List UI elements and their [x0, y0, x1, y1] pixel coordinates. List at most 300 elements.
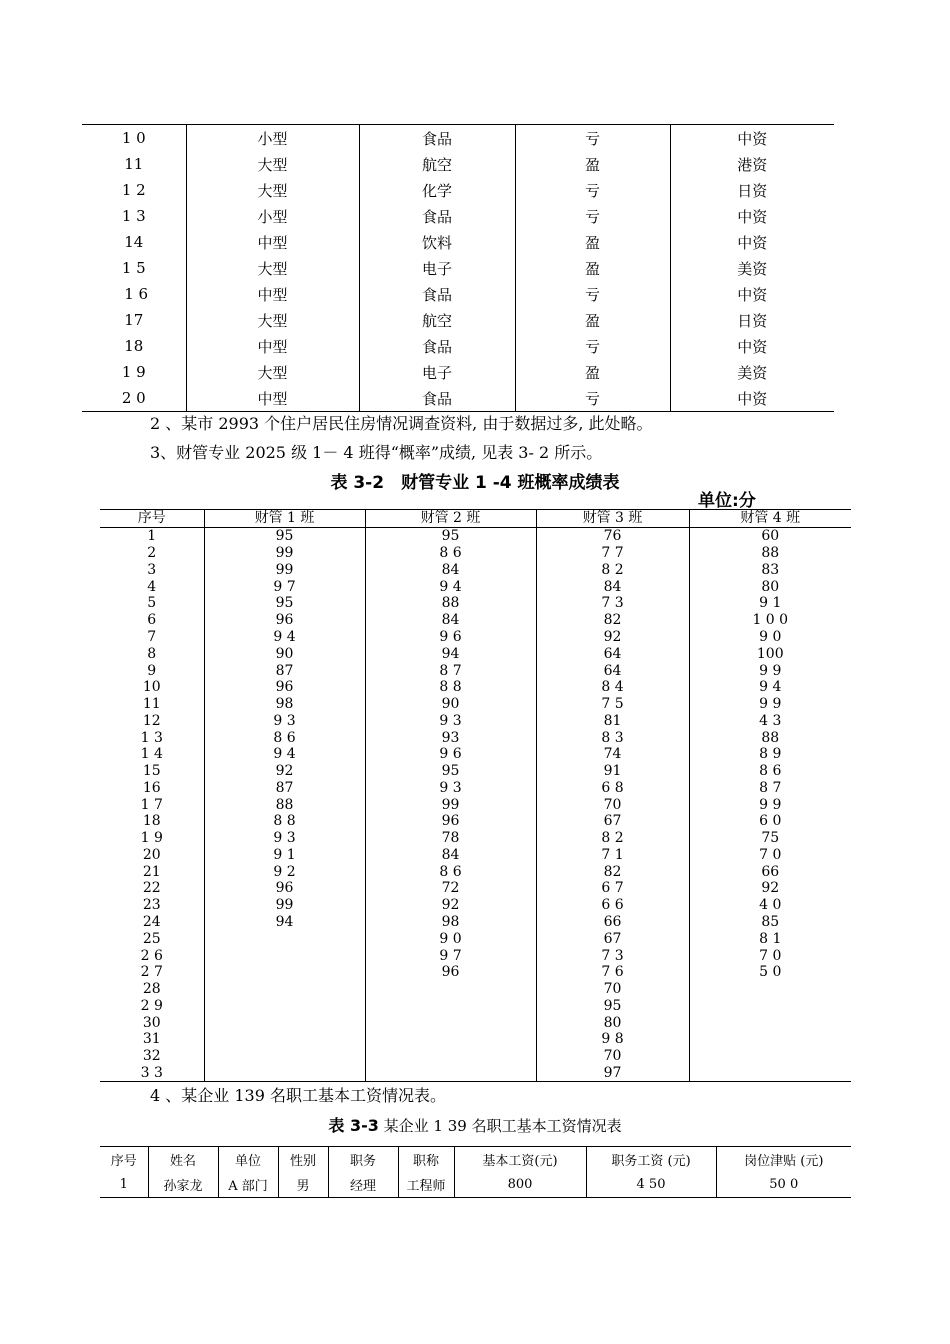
table-cell	[204, 964, 365, 981]
table-cell: 大型	[186, 255, 359, 281]
table-cell: 6	[147, 612, 157, 629]
table-row	[100, 796, 851, 813]
table-cell: 9 9	[689, 696, 851, 713]
table-cell: 中型	[186, 229, 359, 255]
table-cell: 4 0	[689, 897, 851, 914]
table-cell: 80	[689, 578, 851, 595]
table-row	[100, 779, 851, 796]
table-cell: 1 2	[121, 181, 146, 199]
table-cell	[204, 1048, 365, 1065]
table-cell: 60	[689, 528, 851, 545]
table-row	[100, 830, 851, 847]
table-cell: 9	[147, 662, 157, 679]
table-cell: 2	[147, 545, 157, 562]
table-cell: 饮料	[359, 229, 515, 255]
table-cell: 81	[536, 712, 689, 729]
table-cell: 22	[142, 880, 161, 897]
column-header: 职务工资 (元)	[586, 1147, 716, 1173]
table-row	[100, 662, 851, 679]
table-cell: 3 3	[140, 1064, 163, 1081]
table-cell	[204, 1065, 365, 1082]
table-cell: 88	[365, 595, 536, 612]
table-cell: 1	[119, 1177, 128, 1192]
table-cell: 中资	[670, 203, 834, 229]
table-cell: 96	[365, 813, 536, 830]
table-row	[100, 813, 851, 830]
table-cell: 95	[204, 528, 365, 545]
table-cell	[204, 947, 365, 964]
table-cell: 航空	[359, 307, 515, 333]
table-cell: 8 9	[689, 746, 851, 763]
table-cell: 电子	[359, 255, 515, 281]
table-cell: A 部门	[218, 1172, 278, 1198]
table-cell: 孙家龙	[148, 1172, 218, 1198]
table-cell: 84	[536, 578, 689, 595]
table-cell: 16	[142, 779, 161, 796]
table-row	[100, 612, 851, 629]
table-cell: 99	[365, 796, 536, 813]
table-3-2-unit: 单位:分	[698, 491, 756, 511]
table-cell: 94	[365, 645, 536, 662]
table-cell: 8 6	[689, 763, 851, 780]
table-cell: 74	[536, 746, 689, 763]
table-cell: 食品	[359, 125, 515, 152]
table-cell	[204, 981, 365, 998]
table-cell: 800	[454, 1172, 586, 1198]
table-cell: 7 6	[536, 964, 689, 981]
table-row	[82, 151, 834, 177]
table-cell: 8 1	[689, 930, 851, 947]
table-cell: 盈	[515, 359, 670, 385]
table-cell: 7 1	[536, 847, 689, 864]
table-cell: 美资	[670, 359, 834, 385]
table-cell: 30	[142, 1014, 161, 1031]
table-cell	[365, 1065, 536, 1082]
table-row	[82, 281, 834, 307]
table-cell: 亏	[515, 125, 670, 152]
table-cell: 87	[204, 779, 365, 796]
table-cell: 67	[536, 813, 689, 830]
table-row	[100, 578, 851, 595]
table-cell: 1 0 0	[689, 612, 851, 629]
table-cell: 7 0	[689, 947, 851, 964]
table-cell: 2 0	[121, 389, 146, 407]
table-row	[100, 914, 851, 931]
table-cell: 9 7	[204, 578, 365, 595]
table-cell: 航空	[359, 151, 515, 177]
table-row	[82, 177, 834, 203]
paragraph-item-3: 3、财管专业 2025 级 1－ 4 班得“概率”成绩, 见表 3- 2 所示。	[150, 443, 603, 462]
table-cell: 7 0	[689, 847, 851, 864]
table-cell: 9 1	[204, 847, 365, 864]
table-cell: 大型	[186, 151, 359, 177]
table-cell: 8 2	[536, 830, 689, 847]
table-cell: 1 3	[121, 207, 146, 225]
table-cell	[204, 1014, 365, 1031]
table-cell: 100	[689, 645, 851, 662]
table-cell: 2 9	[140, 997, 163, 1014]
table-cell: 9 4	[365, 578, 536, 595]
table-row	[82, 203, 834, 229]
table-cell: 99	[204, 897, 365, 914]
table-cell: 9 2	[204, 863, 365, 880]
table-row	[82, 333, 834, 359]
table-cell: 99	[204, 562, 365, 579]
paragraph-item-2: 2 、某市 2993 个住户居民住房情况调查资料, 由于数据过多, 此处略。	[150, 414, 653, 433]
table-cell: 9 3	[204, 712, 365, 729]
table-cell: 96	[204, 880, 365, 897]
table-row	[100, 712, 851, 729]
table-cell: 78	[365, 830, 536, 847]
table-cell: 17	[124, 311, 144, 329]
table-cell: 盈	[515, 229, 670, 255]
table-cell: 7 7	[536, 545, 689, 562]
table-3-3-caption-text: 某企业 1 39 名职工基本工资情况表	[383, 1117, 622, 1135]
table-cell: 亏	[515, 177, 670, 203]
table-cell: 电子	[359, 359, 515, 385]
table-cell: 1 7	[140, 796, 163, 813]
table-cell: 8 7	[365, 662, 536, 679]
table-cell: 92	[689, 880, 851, 897]
table-cell: 8 6	[365, 863, 536, 880]
table-cell: 70	[536, 1048, 689, 1065]
table-row	[100, 562, 851, 579]
column-header: 职务	[328, 1147, 398, 1173]
table-cell: 7	[147, 628, 157, 645]
column-header: 姓名	[148, 1147, 218, 1173]
table-cell: 1 5	[121, 259, 146, 277]
table-cell: 85	[689, 914, 851, 931]
table-cell: 8	[147, 645, 157, 662]
table-cell: 88	[204, 796, 365, 813]
table-row	[82, 385, 834, 412]
table-cell: 9 9	[689, 662, 851, 679]
table-row	[82, 125, 834, 152]
column-header: 序号	[110, 1154, 137, 1169]
table-cell: 食品	[359, 203, 515, 229]
table-cell: 中型	[186, 281, 359, 307]
table-row	[100, 696, 851, 713]
table-cell: 66	[536, 914, 689, 931]
table-cell: 小型	[186, 203, 359, 229]
table-cell: 31	[142, 1031, 161, 1048]
table-cell: 84	[365, 612, 536, 629]
table-row	[100, 1048, 851, 1065]
table-cell: 80	[536, 1014, 689, 1031]
table-cell: 92	[204, 763, 365, 780]
table-cell: 5	[147, 595, 157, 612]
table-cell: 中资	[670, 281, 834, 307]
table-cell: 1 6	[119, 285, 149, 303]
table-cell: 中型	[186, 333, 359, 359]
table-cell: 盈	[515, 307, 670, 333]
table-cell: 7 3	[536, 947, 689, 964]
table-row	[100, 847, 851, 864]
table-cell: 2 7	[140, 964, 163, 981]
table-cell: 8 6	[365, 545, 536, 562]
salary-table-body	[100, 1147, 851, 1198]
paragraph-item-4: 4 、某企业 139 名职工基本工资情况表。	[150, 1086, 446, 1105]
table-cell: 21	[142, 863, 161, 880]
table-header-row	[100, 1147, 851, 1173]
table-cell: 中资	[670, 125, 834, 152]
enterprise-table-body	[82, 125, 834, 412]
table-cell: 75	[689, 830, 851, 847]
table-cell	[689, 1014, 851, 1031]
table-cell	[365, 1031, 536, 1048]
table-cell: 8 4	[536, 679, 689, 696]
table-cell: 64	[536, 662, 689, 679]
column-header: 财管 3 班	[536, 510, 689, 528]
table-cell: 食品	[359, 333, 515, 359]
table-cell: 中型	[186, 385, 359, 412]
table-cell: 66	[689, 863, 851, 880]
enterprise-table	[82, 124, 834, 412]
table-cell: 76	[536, 528, 689, 545]
table-cell: 9 3	[365, 712, 536, 729]
table-cell	[365, 1014, 536, 1031]
table-cell: 64	[536, 645, 689, 662]
table-cell: 8 2	[536, 562, 689, 579]
table-cell: 1 9	[121, 363, 146, 381]
table-cell: 4 3	[689, 712, 851, 729]
table-cell: 15	[142, 763, 161, 780]
table-cell: 8 8	[204, 813, 365, 830]
table-cell: 1	[147, 528, 157, 545]
table-cell: 美资	[670, 255, 834, 281]
table-row	[100, 981, 851, 998]
table-row	[100, 1031, 851, 1048]
table-cell: 95	[365, 763, 536, 780]
table-cell: 日资	[670, 307, 834, 333]
table-cell: 4	[147, 578, 157, 595]
table-cell	[365, 997, 536, 1014]
table-row	[100, 763, 851, 780]
table-cell: 大型	[186, 177, 359, 203]
table-cell: 盈	[515, 255, 670, 281]
table-cell: 18	[124, 337, 144, 355]
table-cell: 9 4	[204, 629, 365, 646]
table-cell: 70	[536, 796, 689, 813]
table-cell: 14	[124, 233, 144, 251]
table-3-2-caption: 表 3-2 财管专业 1 -4 班概率成绩表	[330, 473, 620, 493]
table-row	[100, 964, 851, 981]
table-row	[100, 947, 851, 964]
table-cell: 18	[142, 813, 161, 830]
table-cell: 8 3	[536, 729, 689, 746]
table-row	[100, 1065, 851, 1082]
table-cell: 11	[142, 696, 161, 713]
table-cell: 70	[536, 981, 689, 998]
table-cell: 82	[536, 612, 689, 629]
table-cell	[204, 997, 365, 1014]
table-cell: 11	[124, 155, 144, 173]
table-cell: 72	[365, 880, 536, 897]
table-row	[100, 1172, 851, 1198]
table-cell: 88	[689, 545, 851, 562]
table-cell: 亏	[515, 203, 670, 229]
table-cell: 1 0	[121, 129, 146, 147]
table-3-3-caption	[0, 1113, 950, 1136]
score-table	[100, 509, 851, 1082]
table-cell: 10	[142, 679, 161, 696]
column-header: 基本工资(元)	[454, 1147, 586, 1173]
table-cell: 亏	[515, 281, 670, 307]
table-cell: 28	[142, 981, 161, 998]
table-cell: 90	[365, 696, 536, 713]
table-row	[100, 930, 851, 947]
table-cell: 大型	[186, 307, 359, 333]
table-cell: 9 4	[204, 746, 365, 763]
table-cell: 1 3	[140, 729, 163, 746]
table-cell: 8 6	[204, 729, 365, 746]
table-cell: 96	[204, 679, 365, 696]
table-cell: 6 6	[536, 897, 689, 914]
table-row	[100, 528, 851, 545]
table-cell	[365, 981, 536, 998]
table-cell: 95	[204, 595, 365, 612]
table-cell: 9 3	[204, 830, 365, 847]
table-cell: 9 3	[365, 779, 536, 796]
table-row	[100, 729, 851, 746]
column-header: 单位	[218, 1147, 278, 1173]
table-cell: 3	[147, 561, 157, 578]
table-cell	[689, 997, 851, 1014]
table-cell: 7 5	[536, 696, 689, 713]
table-cell: 盈	[515, 151, 670, 177]
table-cell: 24	[142, 913, 161, 930]
table-cell: 食品	[359, 281, 515, 307]
table-row	[100, 997, 851, 1014]
table-cell: 9 6	[365, 629, 536, 646]
table-cell	[689, 981, 851, 998]
table-row	[100, 1014, 851, 1031]
table-cell: 9 0	[689, 629, 851, 646]
table-row	[100, 897, 851, 914]
table-cell: 食品	[359, 385, 515, 412]
table-row	[82, 229, 834, 255]
table-cell: 9 4	[689, 679, 851, 696]
table-cell: 小型	[186, 125, 359, 152]
table-cell	[204, 1031, 365, 1048]
table-cell: 95	[536, 997, 689, 1014]
table-cell: 工程师	[398, 1172, 454, 1198]
table-cell: 港资	[670, 151, 834, 177]
table-cell: 91	[536, 763, 689, 780]
table-cell: 20	[142, 846, 161, 863]
table-cell: 9 6	[365, 746, 536, 763]
table-cell	[365, 1048, 536, 1065]
table-cell: 中资	[670, 333, 834, 359]
score-table-body	[100, 528, 851, 1082]
table-cell: 日资	[670, 177, 834, 203]
table-row	[82, 307, 834, 333]
table-cell: 化学	[359, 177, 515, 203]
table-cell: 5 0	[689, 964, 851, 981]
table-cell: 92	[365, 897, 536, 914]
table-cell: 1 9	[140, 830, 163, 847]
column-header: 职称	[398, 1147, 454, 1173]
table-cell: 中资	[670, 229, 834, 255]
table-cell: 9 9	[689, 796, 851, 813]
table-cell: 95	[365, 528, 536, 545]
table-cell: 94	[204, 914, 365, 931]
score-table-header-row	[100, 510, 851, 528]
table-cell: 亏	[515, 385, 670, 412]
table-cell: 87	[204, 662, 365, 679]
table-cell: 4 50	[586, 1172, 716, 1198]
table-row	[100, 595, 851, 612]
table-cell	[204, 930, 365, 947]
table-row	[100, 863, 851, 880]
table-cell: 84	[365, 847, 536, 864]
table-cell: 98	[365, 914, 536, 931]
table-cell: 9 7	[365, 947, 536, 964]
table-cell: 8 7	[689, 779, 851, 796]
column-header: 财管 4 班	[689, 510, 851, 528]
table-cell: 6 7	[536, 880, 689, 897]
table-row	[82, 255, 834, 281]
table-cell: 12	[142, 712, 161, 729]
table-cell: 9 8	[536, 1031, 689, 1048]
table-cell: 50 0	[716, 1172, 851, 1198]
table-row	[82, 359, 834, 385]
table-3-3-caption-label: 表 3-3	[328, 1116, 379, 1135]
table-cell: 6 8	[536, 779, 689, 796]
table-cell: 82	[536, 863, 689, 880]
table-cell: 大型	[186, 359, 359, 385]
table-cell: 2 6	[140, 947, 163, 964]
table-cell: 中资	[670, 385, 834, 412]
table-row	[100, 629, 851, 646]
table-cell: 32	[142, 1048, 161, 1065]
table-cell: 8 8	[365, 679, 536, 696]
table-cell: 25	[142, 930, 161, 947]
table-cell: 7 3	[536, 595, 689, 612]
table-cell	[689, 1031, 851, 1048]
table-cell: 88	[689, 729, 851, 746]
table-cell: 96	[365, 964, 536, 981]
table-cell: 93	[365, 729, 536, 746]
table-cell: 9 0	[365, 930, 536, 947]
table-cell: 6 0	[689, 813, 851, 830]
table-cell: 9 1	[689, 595, 851, 612]
table-cell: 84	[365, 562, 536, 579]
table-row	[100, 746, 851, 763]
table-row	[100, 679, 851, 696]
salary-table	[100, 1146, 851, 1198]
table-cell: 96	[204, 612, 365, 629]
table-cell	[689, 1048, 851, 1065]
table-cell: 亏	[515, 333, 670, 359]
table-cell: 男	[278, 1172, 328, 1198]
table-cell	[689, 1065, 851, 1082]
table-cell: 83	[689, 562, 851, 579]
table-cell: 90	[204, 645, 365, 662]
table-cell: 98	[204, 696, 365, 713]
table-cell: 97	[536, 1065, 689, 1082]
table-cell: 23	[142, 897, 161, 914]
table-row	[100, 880, 851, 897]
table-cell: 67	[536, 930, 689, 947]
column-header: 财管 2 班	[365, 510, 536, 528]
table-row	[100, 645, 851, 662]
table-cell: 1 4	[140, 746, 163, 763]
table-cell: 99	[204, 545, 365, 562]
column-header: 岗位津贴 (元)	[716, 1147, 851, 1173]
table-cell: 经理	[328, 1172, 398, 1198]
column-header: 性别	[278, 1147, 328, 1173]
